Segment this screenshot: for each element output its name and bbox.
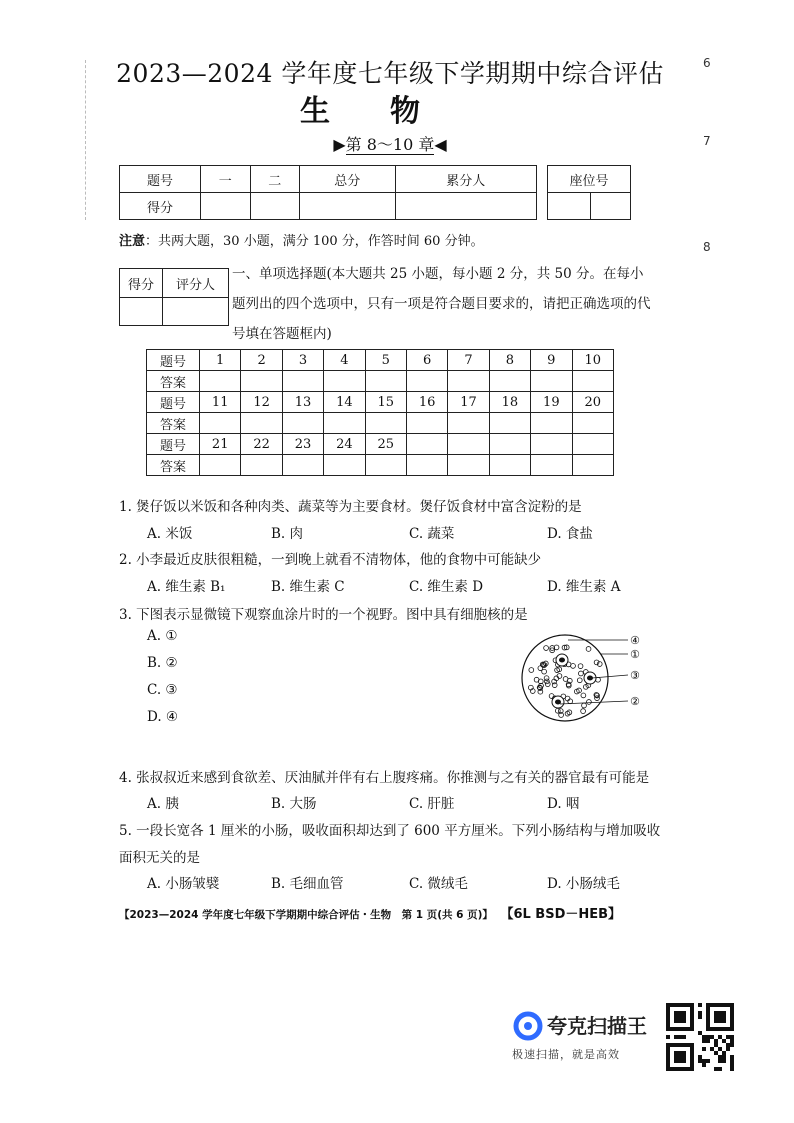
grid-question-number: 16	[406, 392, 447, 413]
qr-module	[722, 1051, 726, 1055]
qr-module	[710, 1047, 714, 1051]
score-col-header: 总分	[300, 166, 395, 193]
answer-cell[interactable]	[282, 455, 323, 476]
grid-question-number: 7	[448, 350, 489, 371]
grid-q-label: 题号	[147, 434, 200, 455]
qr-module	[698, 1055, 702, 1059]
qr-module	[702, 1035, 706, 1039]
answer-cell[interactable]	[448, 371, 489, 392]
answer-cell[interactable]	[365, 371, 406, 392]
answer-option[interactable]: B. ②	[147, 655, 178, 671]
footer-text: 【2023—2024 学年度七年级下学期期中综合评估・生物 第 1 页(共 6 页)】	[119, 909, 493, 921]
seat-label: 座位号	[548, 166, 631, 193]
answer-option[interactable]: D. 食盐	[547, 526, 593, 542]
qr-module	[730, 1067, 734, 1071]
answer-option[interactable]: B. 肉	[271, 526, 304, 542]
scanner-logo-icon	[512, 1010, 544, 1042]
cell-nucleus	[559, 658, 565, 663]
margin-number: 7	[703, 134, 711, 148]
qr-module	[726, 1047, 730, 1051]
qr-module	[698, 1031, 702, 1035]
score-cell[interactable]	[250, 193, 300, 220]
grid-question-number	[531, 434, 572, 455]
grid-question-number: 8	[489, 350, 530, 371]
answer-option[interactable]: A. 小肠皱襞	[147, 876, 220, 892]
figure-label: ①	[630, 648, 640, 661]
qr-module	[730, 1035, 734, 1039]
answer-cell[interactable]	[406, 413, 447, 434]
answer-cell[interactable]	[572, 455, 613, 476]
grid-a-label: 答案	[147, 413, 200, 434]
scanner-slogan: 极速扫描，就是高效	[512, 1048, 620, 1061]
answer-cell[interactable]	[489, 455, 530, 476]
answer-option[interactable]: D. 维生素 A	[547, 579, 621, 595]
answer-cell[interactable]	[241, 413, 282, 434]
binding-line	[85, 60, 87, 220]
qr-module	[666, 1035, 670, 1039]
answer-cell[interactable]	[489, 371, 530, 392]
qr-module	[702, 1063, 706, 1067]
qr-module	[726, 1035, 730, 1039]
answer-option[interactable]: C. 蔬菜	[409, 526, 455, 542]
red-blood-cell	[586, 647, 591, 652]
qr-module	[710, 1035, 714, 1039]
seat-cell[interactable]	[548, 193, 591, 220]
red-blood-cell	[563, 677, 568, 682]
footer-code: 【6L BSD－HEB】	[506, 907, 622, 922]
answer-option[interactable]: C. ③	[147, 682, 178, 698]
seat-cell[interactable]	[591, 193, 631, 220]
qr-code-icon	[666, 1003, 734, 1071]
grid-question-number: 17	[448, 392, 489, 413]
answer-option[interactable]: A. ①	[147, 628, 178, 644]
red-blood-cell	[571, 664, 576, 669]
subject-title: 生物	[300, 94, 480, 129]
red-blood-cell	[529, 668, 534, 673]
qr-module	[698, 1011, 702, 1015]
answer-cell[interactable]	[200, 455, 241, 476]
score-row-label: 得分	[120, 193, 201, 220]
grader-cell[interactable]	[163, 298, 229, 326]
answer-option[interactable]: D. ④	[147, 709, 179, 725]
answer-cell[interactable]	[200, 413, 241, 434]
grid-q-label: 题号	[147, 392, 200, 413]
answer-cell[interactable]	[406, 455, 447, 476]
grid-question-number: 11	[200, 392, 241, 413]
answer-cell[interactable]	[531, 371, 572, 392]
answer-cell[interactable]	[200, 371, 241, 392]
grid-question-number: 2	[241, 350, 282, 371]
answer-option[interactable]: B. 维生素 C	[271, 579, 345, 595]
red-blood-cell	[568, 699, 573, 704]
grid-a-label: 答案	[147, 455, 200, 476]
question-stem: 2. 小李最近皮肤很粗糙，一到晚上就看不清物体，他的食物中可能缺少	[119, 552, 542, 568]
qr-module	[678, 1035, 682, 1039]
red-blood-cell	[565, 696, 570, 701]
section-heading: 一、单项选择题(本大题共 25 小题，每小题 2 分，共 50 分。在每小题列出的四个选项中，只有一项是符合题目要求的，请把正确选项的代号填在答题框内)	[232, 266, 651, 342]
qr-module	[718, 1055, 722, 1059]
grid-q-label: 题号	[147, 350, 200, 371]
qr-module	[698, 1003, 702, 1007]
grid-question-number	[406, 434, 447, 455]
grid-question-number: 24	[324, 434, 365, 455]
grader-box	[119, 268, 229, 326]
score-col-header: 累分人	[395, 166, 536, 193]
qr-module	[718, 1047, 722, 1051]
answer-cell[interactable]	[241, 455, 282, 476]
answer-option[interactable]: C. 维生素 D	[409, 579, 484, 595]
grid-question-number: 25	[365, 434, 406, 455]
grid-question-number: 20	[572, 392, 613, 413]
answer-option[interactable]: A. 维生素 B₁	[147, 579, 226, 595]
question-stem: 3. 下图表示显微镜下观察血涂片时的一个视野。图中具有细胞核的是	[119, 607, 528, 623]
score-col-header: 二	[250, 166, 300, 193]
grid-question-number: 5	[365, 350, 406, 371]
grid-question-number	[572, 434, 613, 455]
answer-cell[interactable]	[572, 371, 613, 392]
score-row-label: 题号	[120, 166, 201, 193]
grid-question-number: 3	[282, 350, 323, 371]
answer-cell[interactable]	[531, 455, 572, 476]
grid-question-number: 13	[282, 392, 323, 413]
qr-finder	[674, 1011, 686, 1023]
qr-module	[682, 1035, 686, 1039]
answer-cell[interactable]	[489, 413, 530, 434]
score-table	[119, 165, 537, 220]
score-cell[interactable]	[395, 193, 536, 220]
qr-module	[722, 1059, 726, 1063]
answer-option[interactable]: B. 毛细血管	[271, 876, 344, 892]
seat-table	[547, 165, 631, 220]
qr-module	[718, 1067, 722, 1071]
grid-question-number: 6	[406, 350, 447, 371]
grid-question-number: 4	[324, 350, 365, 371]
qr-module	[714, 1051, 718, 1055]
grid-question-number: 10	[572, 350, 613, 371]
qr-module	[674, 1035, 678, 1039]
score-col-header: 一	[201, 166, 251, 193]
grader-cell[interactable]	[120, 298, 163, 326]
page-footer	[119, 903, 621, 922]
chapter-range: ▶第 8～10 章◀	[333, 135, 447, 154]
qr-module	[730, 1043, 734, 1047]
scanner-brand: 夸克扫描王	[547, 1014, 647, 1038]
grid-question-number: 15	[365, 392, 406, 413]
score-cell[interactable]	[300, 193, 395, 220]
answer-option[interactable]: D. 小肠绒毛	[547, 876, 620, 892]
qr-module	[718, 1059, 722, 1063]
grader-score-label: 得分	[120, 269, 163, 298]
qr-module	[702, 1047, 706, 1051]
red-blood-cell	[542, 669, 547, 674]
answer-cell[interactable]	[324, 371, 365, 392]
qr-module	[714, 1039, 718, 1043]
answer-cell[interactable]	[282, 371, 323, 392]
qr-module	[706, 1039, 710, 1043]
grid-question-number: 12	[241, 392, 282, 413]
answer-option[interactable]: A. 米饭	[147, 526, 193, 542]
exam-note	[119, 230, 484, 249]
answer-cell[interactable]	[448, 455, 489, 476]
grid-question-number: 22	[241, 434, 282, 455]
qr-module	[722, 1055, 726, 1059]
grid-question-number: 23	[282, 434, 323, 455]
qr-module	[730, 1063, 734, 1067]
red-blood-cell	[577, 678, 582, 683]
leader-line	[560, 701, 628, 704]
grid-question-number: 14	[324, 392, 365, 413]
grid-a-label: 答案	[147, 371, 200, 392]
margin-number: 6	[703, 56, 711, 70]
red-blood-cell	[578, 664, 583, 669]
answer-cell[interactable]	[406, 371, 447, 392]
qr-module	[714, 1043, 718, 1047]
score-cell[interactable]	[201, 193, 251, 220]
qr-module	[698, 1059, 702, 1063]
grid-question-number: 1	[200, 350, 241, 371]
qr-module	[706, 1035, 710, 1039]
qr-module	[698, 1015, 702, 1019]
qr-module	[718, 1035, 722, 1039]
margin-number: 8	[703, 240, 711, 254]
qr-finder	[674, 1051, 686, 1063]
answer-cell[interactable]	[365, 413, 406, 434]
answer-option[interactable]: B. 大肠	[271, 796, 317, 812]
question-stem: 1. 煲仔饭以米饭和各种肉类、蔬菜等为主要食材。煲仔饭食材中富含淀粉的是	[119, 499, 582, 515]
qr-module	[702, 1039, 706, 1043]
question-stem: 4. 张叔叔近来感到食欲差、厌油腻并伴有右上腹疼痛。你推测与之有关的器官最有可能是	[119, 770, 650, 786]
answer-option[interactable]: C. 肝脏	[409, 796, 455, 812]
qr-module	[730, 1039, 734, 1043]
grid-question-number: 21	[200, 434, 241, 455]
blood-smear-figure	[520, 630, 650, 730]
figure-label: ③	[630, 669, 640, 682]
answer-cell[interactable]	[324, 413, 365, 434]
red-blood-cell	[578, 671, 583, 676]
qr-module	[730, 1055, 734, 1059]
answer-cell[interactable]	[282, 413, 323, 434]
answer-option[interactable]: C. 微绒毛	[409, 876, 468, 892]
figure-label: ④	[630, 634, 640, 647]
red-blood-cell	[544, 679, 549, 684]
grid-question-number	[448, 434, 489, 455]
figure-label: ②	[630, 695, 640, 708]
red-blood-cell	[582, 703, 587, 708]
answer-cell[interactable]	[448, 413, 489, 434]
grid-question-number: 9	[531, 350, 572, 371]
qr-finder	[714, 1011, 726, 1023]
answer-cell[interactable]	[572, 413, 613, 434]
red-blood-cell	[587, 700, 592, 705]
grid-question-number	[489, 434, 530, 455]
answer-grid	[146, 349, 614, 476]
exam-title: 2023—2024 学年度七年级下学期期中综合评估	[116, 59, 664, 88]
answer-cell[interactable]	[241, 371, 282, 392]
grid-question-number: 19	[531, 392, 572, 413]
qr-module	[726, 1043, 730, 1047]
question-stem: 5. 一段长宽各 1 厘米的小肠，吸收面积却达到了 600 平方厘米。下列小肠结构与增加吸收面积无关的是	[119, 823, 661, 866]
note-text: ：共两大题，30 小题，满分 100 分，作答时间 60 分钟。	[145, 234, 484, 249]
grid-question-number: 18	[489, 392, 530, 413]
qr-module	[714, 1067, 718, 1071]
red-blood-cell	[544, 646, 549, 651]
red-blood-cell	[581, 709, 586, 714]
red-blood-cell	[581, 693, 586, 698]
answer-option[interactable]: D. 咽	[547, 796, 580, 812]
answer-cell[interactable]	[324, 455, 365, 476]
qr-module	[730, 1059, 734, 1063]
qr-module	[722, 1039, 726, 1043]
note-label: 注意	[119, 234, 146, 249]
grader-label: 评分人	[163, 269, 229, 298]
leader-line	[592, 675, 628, 678]
answer-cell[interactable]	[365, 455, 406, 476]
chapter-text: 第 8～10 章	[345, 135, 435, 154]
qr-module	[706, 1059, 710, 1063]
answer-cell[interactable]	[531, 413, 572, 434]
qr-module	[702, 1059, 706, 1063]
answer-option[interactable]: A. 胰	[147, 796, 179, 812]
